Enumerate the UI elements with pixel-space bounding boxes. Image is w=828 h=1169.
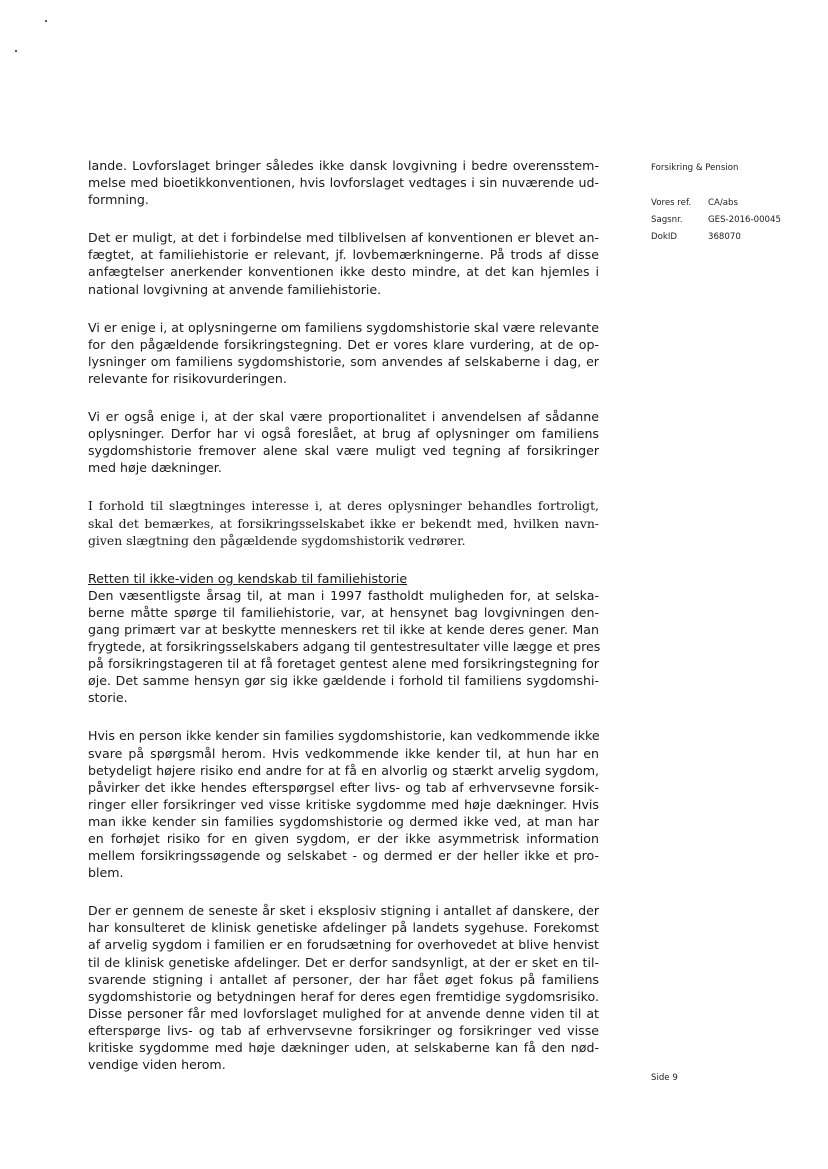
text-line: oplysninger. Derfor har vi også foreslået, at brug af oplysninger om familiens	[88, 426, 599, 442]
text-line: Disse personer får med lovforslaget mulighed for at anvende denne viden til at	[88, 1005, 599, 1021]
meta-label: Vores ref.	[651, 198, 692, 208]
meta-case-number	[651, 212, 781, 229]
text-line: given slægtning den pågældende sygdomshistorik vedrører.	[88, 532, 466, 548]
text-line: storie.	[88, 690, 128, 706]
scan-speck	[15, 50, 17, 52]
text-line: påvirker det ikke hendes efterspørgsel efter livs- og tab af erhvervsevne forsik-	[88, 779, 599, 795]
text-line: Det er muligt, at det i forbindelse med tilblivelsen af konventionen er blevet an-	[88, 230, 599, 246]
text-line: frygtede, at forsikringsselskabers adgang til gentestresultater ville lægge et pres	[88, 639, 601, 655]
text-line: efterspørge livs- og tab af erhvervsevne forsikringer og forsikringer ved visse	[88, 1022, 599, 1038]
text-line: man ikke kender sin families sygdomshistorie og dermed ikke ved, at man har	[88, 813, 599, 829]
text-line: formning.	[88, 192, 149, 208]
text-line: for den pågældende forsikringstegning. Det er vores klare vurdering, at de op-	[88, 336, 599, 352]
text-line: lande. Lovforslaget bringer således ikke dansk lovgivning i bedre overensstem-	[88, 158, 599, 173]
text-line: skal det bemærkes, at forsikringsselskabet ikke er bekendt med, hvilken navn-	[88, 515, 599, 531]
text-line: sygdomshistorie og betydningen heraf for deres egen fremtidige sygdomsrisiko.	[88, 988, 599, 1004]
meta-reference	[651, 195, 781, 212]
text-line: Vi er også enige i, at der skal være proportionalitet i anvendelsen af sådanne	[88, 409, 599, 425]
text-line: med høje dækninger.	[88, 460, 222, 476]
text-line: melse med bioetikkonventionen, hvis lovforslaget vedtages i sin nuværende ud-	[88, 175, 599, 191]
paragraph	[88, 319, 599, 387]
document-body	[88, 157, 599, 1094]
text-line: lysninger om familiens sygdomshistorie, som anvendes af selskaberne i dag, er	[88, 353, 599, 369]
text-line: svare på spørgsmål herom. Hvis vedkommende ikke kender til, at hun har en	[88, 745, 599, 761]
paragraph	[88, 902, 599, 1073]
text-line: ringer eller forsikringer ved visse kritiske sygdomme med høje dækninger. Hvis	[88, 796, 599, 812]
text-line: relevante for risikovurderingen.	[88, 370, 287, 386]
sidebar	[651, 163, 781, 246]
text-line: sygdomshistorie fremover alene skal være muligt ved tegning af forsikringer	[88, 443, 599, 459]
meta-value: GES-2016-00045	[708, 215, 781, 225]
meta-label: Sagsnr.	[651, 215, 683, 225]
text-line: fægtet, at familiehistorie er relevant, jf. lovbemærkningerne. På trods af disse	[88, 247, 599, 263]
text-line: til de klinisk genetiske afdelinger. Det er derfor sandsynligt, at der er sket en til-	[88, 954, 599, 970]
meta-value: CA/abs	[708, 198, 738, 208]
page-number: Side 9	[651, 1073, 678, 1083]
text-line: har konsulteret de klinisk genetiske afdelinger på landets sygehuse. Forekomst	[88, 920, 599, 936]
section-heading: Retten til ikke-viden og kendskab til familiehistorie	[88, 570, 408, 586]
meta-value: 368070	[708, 232, 741, 242]
text-line: Vi er enige i, at oplysningerne om familiens sygdomshistorie skal være relevante	[88, 319, 599, 335]
meta-doc-id	[651, 229, 781, 246]
scan-speck	[45, 20, 47, 22]
text-line: på forsikringstageren til at få foretaget gentest alene med forsikringstegning for	[88, 656, 599, 672]
paragraph	[88, 408, 599, 476]
text-line: kritiske sygdomme med høje dækninger uden, at selskaberne kan få den nød-	[88, 1040, 599, 1056]
text-line: gang primært var at beskytte menneskers ret til ikke at kende deres gener. Man	[88, 621, 599, 637]
text-line: Hvis en person ikke kender sin families sygdomshistorie, kan vedkommende ikke	[88, 728, 600, 744]
text-line: anfægtelser anerkender konventionen ikke desto mindre, at det kan hjemles i	[88, 264, 599, 280]
text-line: national lovgivning at anvende familiehistorie.	[88, 281, 382, 297]
text-line: I forhold til slægtninges interesse i, at deres oplysninger behandles fortroligt,	[88, 498, 599, 514]
text-line: berne måtte spørge til familiehistorie, var, at hensynet bag lovgivningen den-	[88, 604, 599, 620]
paragraph	[88, 229, 599, 297]
meta-label: DokID	[651, 232, 678, 242]
text-line: Der er gennem de seneste år sket i eksplosiv stigning i antallet af danskere, der	[88, 903, 599, 919]
text-line: en forhøjet risiko for en given sygdom, er der ikke asymmetrisk information	[88, 831, 599, 846]
text-line: af arvelig sygdom i familien er en forudsætning for overhovedet at blive henvist	[88, 937, 599, 953]
paragraph	[88, 497, 599, 548]
text-line: øje. Det samme hensyn gør sig ikke gældende i forhold til familiens sygdomshi-	[88, 673, 599, 689]
text-line: svarende stigning i antallet af personer, der har fået øget fokus på familiens	[88, 971, 599, 987]
text-line: blem.	[88, 865, 124, 881]
paragraph	[88, 570, 599, 707]
text-line: vendige viden herom.	[88, 1057, 226, 1073]
organization-name: Forsikring & Pension	[651, 163, 739, 173]
text-line: Den væsentligste årsag til, at man i 1997 fastholdt muligheden for, at selska-	[88, 587, 599, 603]
text-line: mellem forsikringssøgende og selskabet - og dermed er der heller ikke et pro-	[88, 848, 599, 864]
paragraph	[88, 157, 599, 208]
text-line: betydeligt højere risiko end andre for at få en alvorlig og stærkt arvelig sygdom,	[88, 762, 599, 778]
paragraph	[88, 727, 599, 881]
